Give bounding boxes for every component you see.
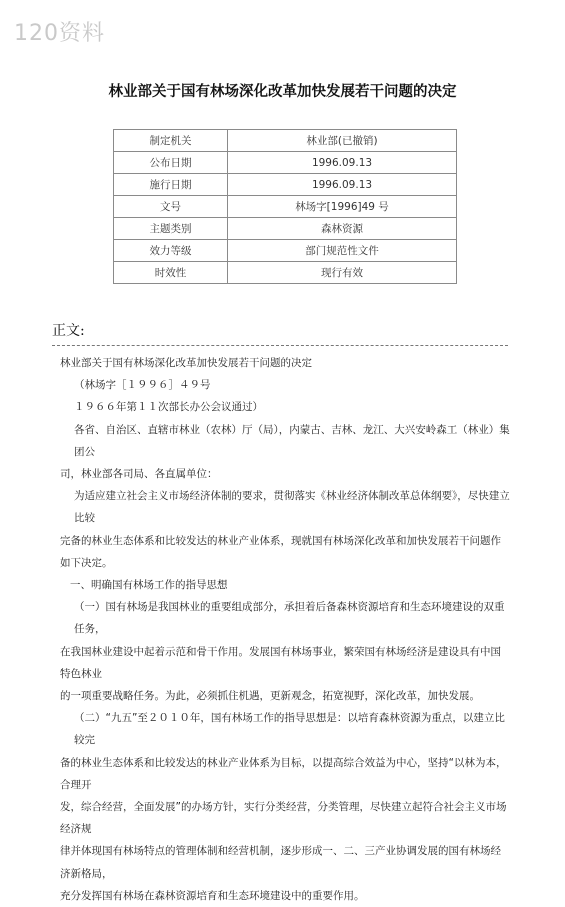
body-line: （二）“九五”至２０１０年，国有林场工作的指导思想是：以培育森林资源为重点，以建立比较完 <box>74 712 505 747</box>
metadata-row <box>114 196 457 218</box>
metadata-value: 现行有效 <box>228 262 457 284</box>
metadata-label: 效力等级 <box>114 240 228 262</box>
document-title: 林业部关于国有林场深化改革加快发展若干问题的决定 <box>108 84 457 100</box>
metadata-value: 1996.09.13 <box>228 174 457 196</box>
body-line: 备的林业生态体系和比较发达的林业产业体系为目标，以提高综合效益为中心，坚持“以林为本，合理开 <box>60 756 507 791</box>
metadata-row <box>114 152 457 174</box>
metadata-value: 林场字[1996]49 号 <box>228 196 457 218</box>
metadata-label: 主题类别 <box>114 218 228 240</box>
metadata-row <box>114 218 457 240</box>
metadata-row <box>114 262 457 284</box>
metadata-label: 时效性 <box>114 262 228 284</box>
body-line: 充分发挥国有林场在森林资源培育和生态环境建设中的重要作用。 <box>60 889 365 902</box>
metadata-value: 林业部(已撤销) <box>228 130 457 152</box>
metadata-value: 1996.09.13 <box>228 152 457 174</box>
dashed-divider <box>52 345 508 346</box>
body-line: 完备的林业生态体系和比较发达的林业产业体系，现就国有林场深化改革和加快发展若干问题作如下决定。 <box>60 534 501 569</box>
metadata-label: 制定机关 <box>114 130 228 152</box>
body-line: 在我国林业建设中起着示范和骨干作用。发展国有林场事业，繁荣国有林场经济是建设具有中国特色林业 <box>60 645 501 680</box>
metadata-table <box>113 129 457 284</box>
watermark-logo: 120资料 <box>14 21 105 46</box>
body-line: 律并体现国有林场特点的管理体制和经营机制，逐步形成一、二、三产业协调发展的国有林场经济新格局， <box>60 845 501 880</box>
body-line: １９６６年第１１次部长办公会议通过） <box>74 401 263 414</box>
body-line: （一）国有林场是我国林业的重要组成部分，承担着后备森林资源培育和生态环境建设的双重任务， <box>74 601 505 636</box>
metadata-row <box>114 240 457 262</box>
metadata-label: 公布日期 <box>114 152 228 174</box>
document-body <box>58 352 510 907</box>
metadata-value: 森林资源 <box>228 218 457 240</box>
body-line: 为适应建立社会主义市场经济体制的要求，贯彻落实《林业经济体制改革总体纲要》，尽快建立比较 <box>74 490 510 525</box>
metadata-value: 部门规范性文件 <box>228 240 457 262</box>
body-line: 的一项重要战略任务。为此，必须抓住机遇，更新观念，拓宽视野，深化改革，加快发展。 <box>60 690 480 703</box>
metadata-label: 文号 <box>114 196 228 218</box>
body-line: 各省、自治区、直辖市林业（农林）厅（局），内蒙古、吉林、龙江、大兴安岭森工（林业）集团公 <box>74 423 510 458</box>
metadata-row <box>114 130 457 152</box>
body-line: 发，综合经营，全面发展”的办场方针，实行分类经营，分类管理，尽快建立起符合社会主义市场经济规 <box>60 801 507 836</box>
body-section-label: 正文: <box>52 323 85 339</box>
metadata-row <box>114 174 457 196</box>
body-line: （林场字［１９９６］４９号 <box>74 379 211 392</box>
body-line: 司，林业部各司局、各直属单位： <box>60 468 218 481</box>
body-line: 林业部关于国有林场深化改革加快发展若干问题的决定 <box>60 357 312 369</box>
body-line: 一、明确国有林场工作的指导思想 <box>70 579 228 592</box>
metadata-label: 施行日期 <box>114 174 228 196</box>
